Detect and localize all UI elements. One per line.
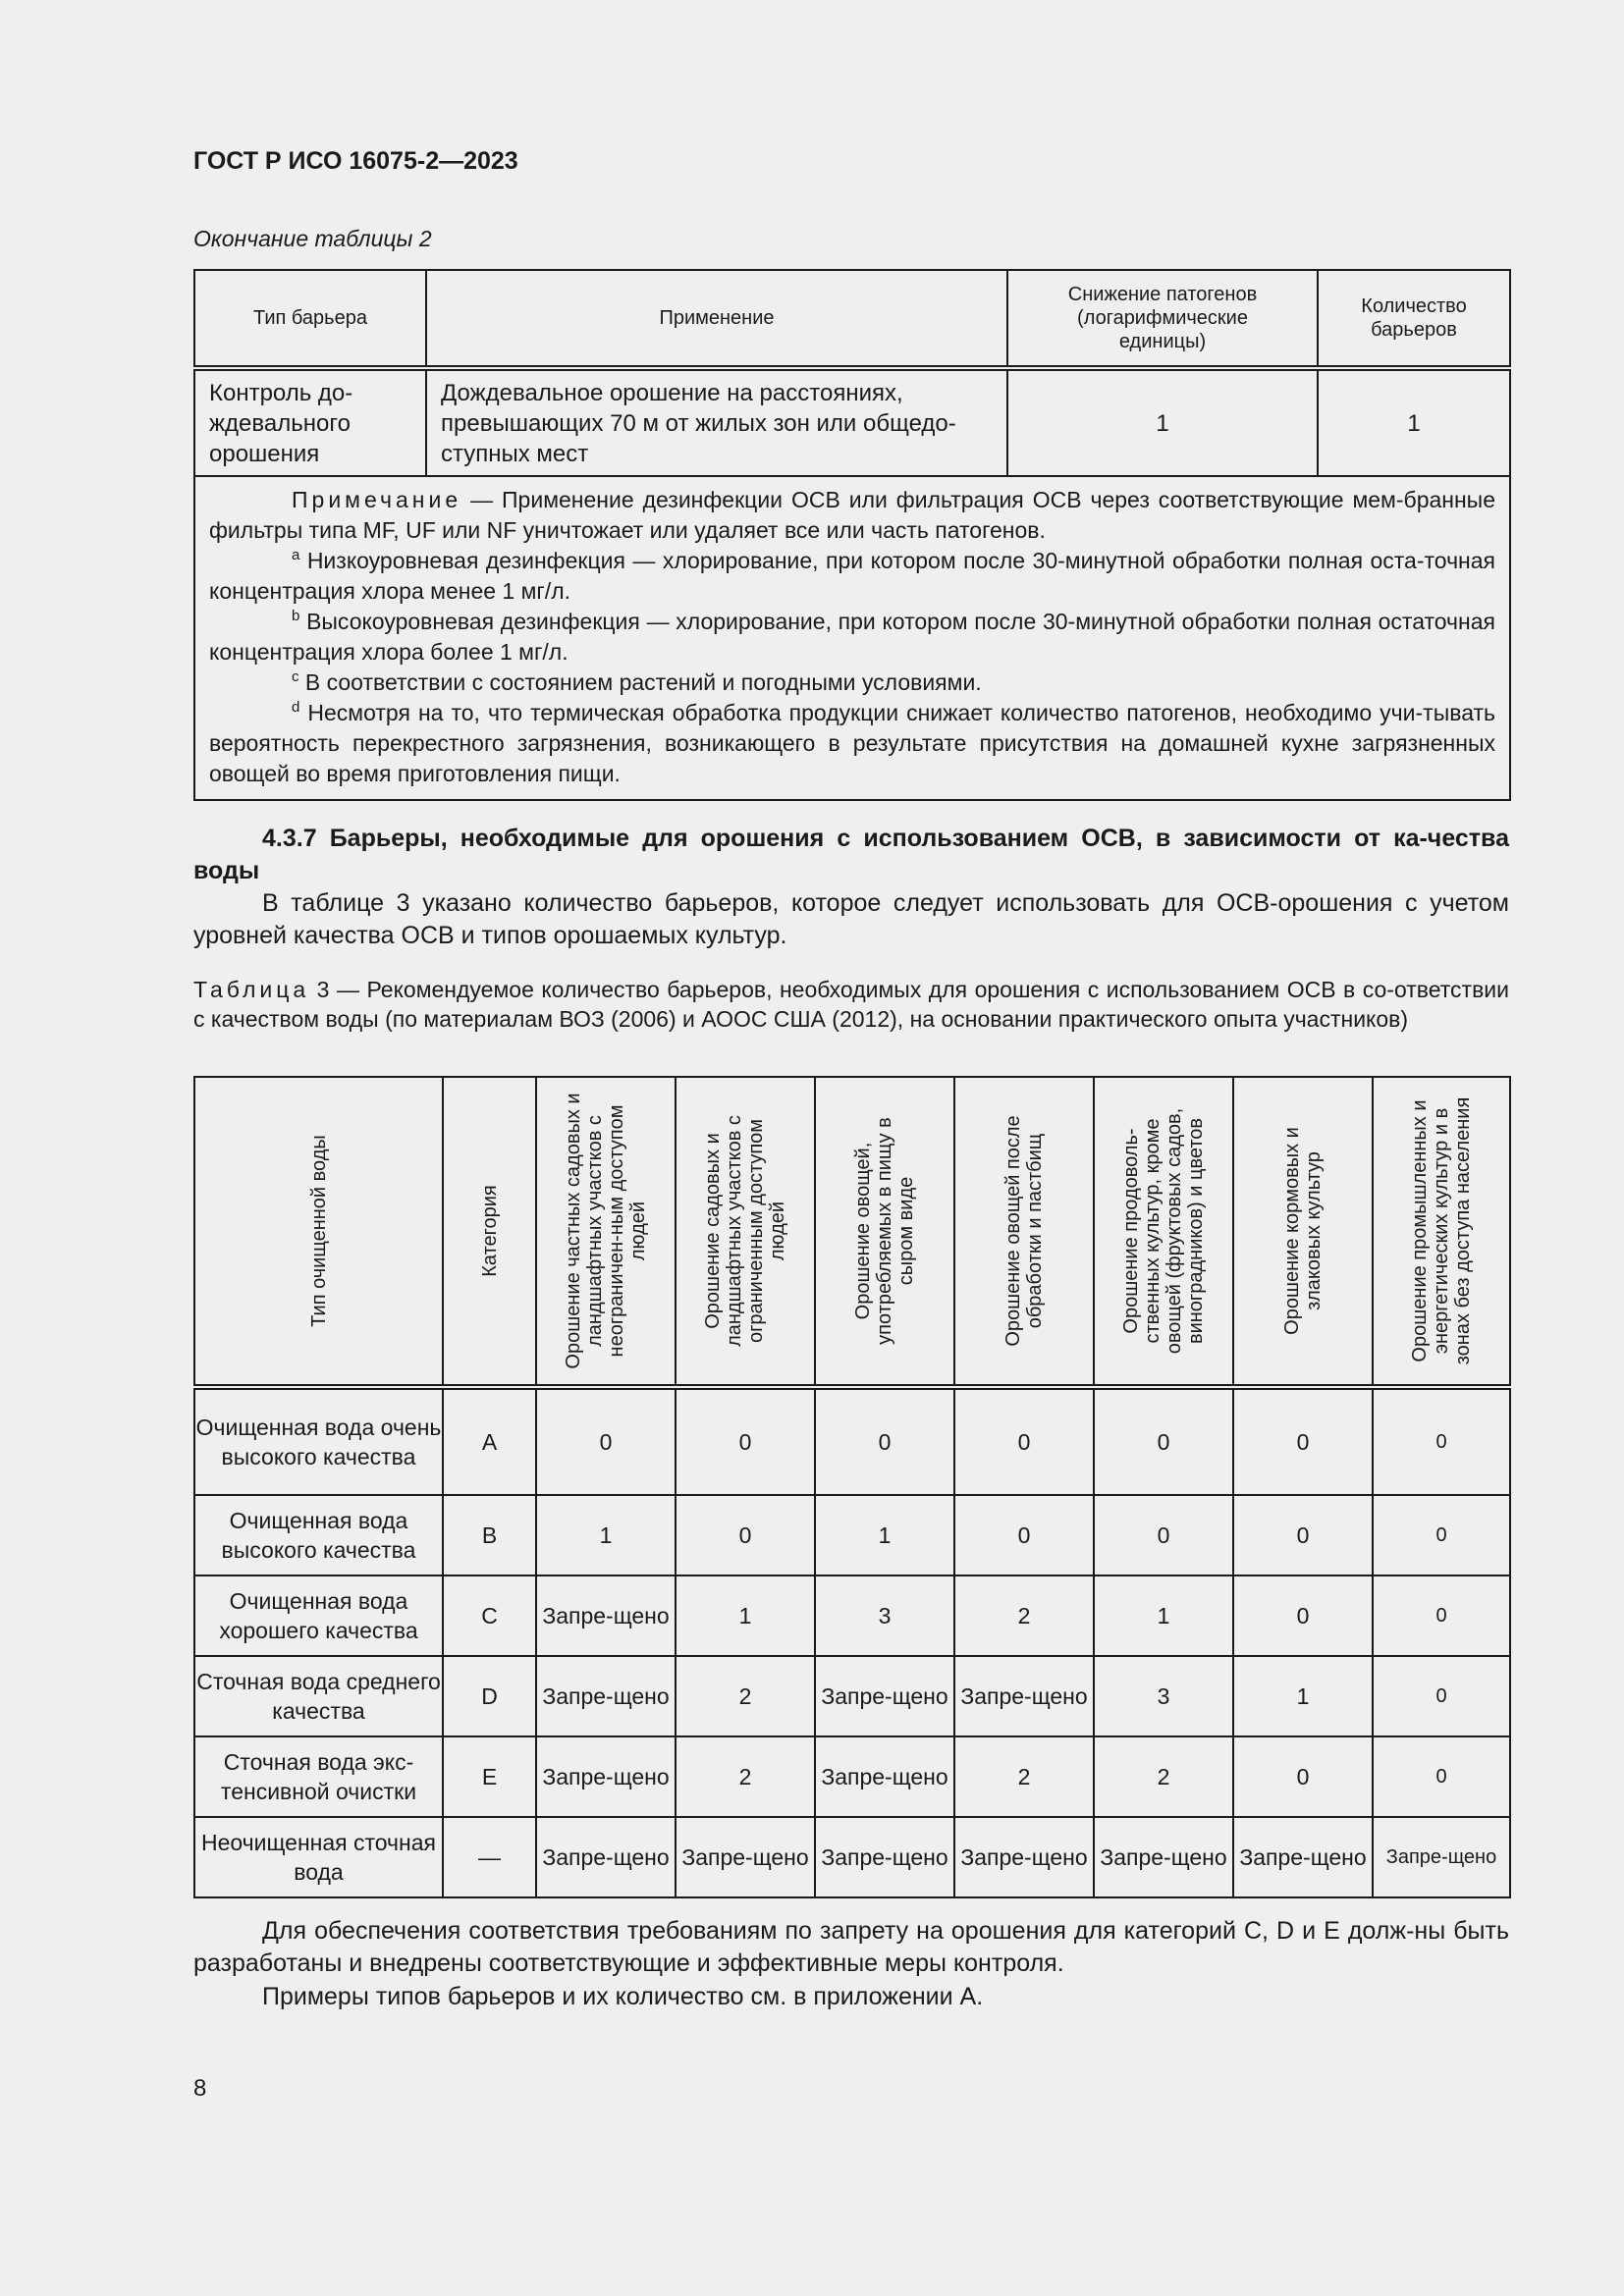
- footnote-mark: a: [292, 547, 300, 563]
- pathogen-reduction-cell: 1: [1007, 368, 1318, 476]
- table-2: [193, 269, 1511, 801]
- barrier-count-cell: Запре-щено: [536, 1736, 676, 1817]
- table3-header-cell: [1094, 1077, 1233, 1387]
- category-cell: C: [443, 1575, 536, 1656]
- water-type-cell: Неочищенная сточная вода: [194, 1817, 443, 1897]
- barrier-count-cell: 1: [1094, 1575, 1233, 1656]
- barrier-count-cell: 0: [1373, 1575, 1510, 1656]
- barrier-count-cell: Запре-щено: [815, 1736, 954, 1817]
- table3-body: [194, 1387, 1510, 1897]
- table2-header-row: [194, 270, 1510, 368]
- barrier-count-cell: 3: [815, 1575, 954, 1656]
- barrier-count-cell: 0: [1373, 1656, 1510, 1736]
- table3-row: [194, 1575, 1510, 1656]
- table3-header-cell: [194, 1077, 443, 1387]
- table3-header-row: [194, 1077, 1510, 1387]
- footnote-mark: d: [292, 699, 300, 716]
- barrier-count-cell: Запре-щено: [954, 1656, 1094, 1736]
- closing-paragraph: Для обеспечения соответствия требованиям по запрету на орошения для категорий C, D и E долж-ны быть разработаны и внедрены соответствующие и эффективные меры контроля.: [193, 1917, 1509, 1977]
- table3-header-cell: [536, 1077, 676, 1387]
- barrier-count-cell: 0: [954, 1387, 1094, 1495]
- table2-note: [194, 476, 1510, 800]
- category-cell: —: [443, 1817, 536, 1897]
- table-3: [193, 1076, 1511, 1898]
- barrier-count-cell: 0: [1233, 1736, 1373, 1817]
- table3-row: [194, 1736, 1510, 1817]
- barrier-count-cell: Запре-щено: [815, 1656, 954, 1736]
- barrier-count-cell: 0: [954, 1495, 1094, 1575]
- barrier-count-cell: 0: [815, 1387, 954, 1495]
- table2-header-cell: Количество барьеров: [1318, 270, 1510, 368]
- barrier-count-cell: 2: [676, 1656, 815, 1736]
- barrier-type-cell: Контроль до-ждевального орошения: [194, 368, 426, 476]
- table3-header-text: Орошение овощей после обработки и пастбищ: [1002, 1115, 1046, 1347]
- section-paragraph: В таблице 3 указано количество барьеров, которое следует использовать для ОСВ-орошения с учетом уровней качества ОСВ и типов орошаемых культур.: [193, 889, 1509, 949]
- category-cell: A: [443, 1387, 536, 1495]
- barrier-count-cell: 0: [1233, 1575, 1373, 1656]
- table3-header-text: Орошение частных садовых и ландшафтных участков с неограничен-ным доступом людей: [563, 1093, 649, 1369]
- table3-caption-text: 3 — Рекомендуемое количество барьеров, необходимых для орошения с использованием ОСВ в со-ответствии с качеством воды (по материалам ВОЗ (2006) и АООС США (2012), на основании практического опыта участников): [193, 977, 1509, 1032]
- table2-header-cell: Тип барьера: [194, 270, 426, 368]
- category-cell: B: [443, 1495, 536, 1575]
- water-type-cell: Очищенная вода очень высокого качества: [194, 1387, 443, 1495]
- barrier-count-cell: 0: [676, 1387, 815, 1495]
- footnote-text: Несмотря на то, что термическая обработка продукции снижает количество патогенов, необходимо учи-тывать вероятность перекрестного загрязнения, возникающего в результате присутствия на домашней кухне загрязненных овощей во время приготовления пищи.: [209, 700, 1495, 786]
- barrier-count-cell: 0: [1233, 1495, 1373, 1575]
- barrier-count-cell: 0: [536, 1387, 676, 1495]
- note-label: Примечание: [292, 487, 462, 512]
- table3-row: [194, 1817, 1510, 1897]
- table3-caption-label: Таблица: [193, 977, 310, 1002]
- table3-header-text: Орошение кормовых и злаковых культур: [1281, 1127, 1325, 1335]
- barrier-count-cell: 0: [1094, 1495, 1233, 1575]
- note-text: — Применение дезинфекции ОСВ или фильтрация ОСВ через соответствующие мем-бранные фильтры типа MF, UF или NF уничтожает или удаляет все или часть патогенов.: [209, 487, 1495, 543]
- table2-row: [194, 368, 1510, 476]
- table3-header-cell: [1373, 1077, 1510, 1387]
- footnote-text: Высокоуровневая дезинфекция — хлорирование, при котором после 30-минутной обработки полная остаточная концентрация хлора более 1 мг/л.: [209, 609, 1495, 665]
- table2-header-cell: Применение: [426, 270, 1007, 368]
- barrier-count-cell: 2: [1094, 1736, 1233, 1817]
- table3-header-cell: [815, 1077, 954, 1387]
- barrier-count-cell: Запре-щено: [536, 1817, 676, 1897]
- table3-header-text: Орошение садовых и ландшафтных участков с ограниченным доступом людей: [702, 1115, 788, 1347]
- barrier-count-cell: Запре-щено: [1233, 1817, 1373, 1897]
- water-type-cell: Очищенная вода хорошего качества: [194, 1575, 443, 1656]
- table3-header-cell: [676, 1077, 815, 1387]
- barrier-count-cell: 1: [1318, 368, 1510, 476]
- barrier-count-cell: Запре-щено: [536, 1575, 676, 1656]
- barrier-count-cell: Запре-щено: [1094, 1817, 1233, 1897]
- table3-row: [194, 1495, 1510, 1575]
- barrier-count-cell: Запре-щено: [676, 1817, 815, 1897]
- barrier-count-cell: 3: [1094, 1656, 1233, 1736]
- footnote-mark: b: [292, 608, 300, 624]
- barrier-count-cell: 0: [1373, 1387, 1510, 1495]
- barrier-count-cell: 1: [676, 1575, 815, 1656]
- barrier-count-cell: 2: [954, 1736, 1094, 1817]
- barrier-count-cell: 1: [536, 1495, 676, 1575]
- table3-header-text: Категория: [478, 1185, 501, 1277]
- document-code: ГОСТ Р ИСО 16075-2—2023: [193, 147, 518, 175]
- barrier-count-cell: 1: [1233, 1656, 1373, 1736]
- application-cell: Дождевальное орошение на расстояниях, превышающих 70 м от жилых зон или общедо-ступных мест: [426, 368, 1007, 476]
- barrier-count-cell: Запре-щено: [1373, 1817, 1510, 1897]
- table2-continuation-caption: Окончание таблицы 2: [193, 226, 432, 251]
- barrier-count-cell: Запре-щено: [954, 1817, 1094, 1897]
- table2-note-row: [194, 476, 1510, 800]
- barrier-count-cell: 0: [1094, 1387, 1233, 1495]
- water-type-cell: Очищенная вода высокого качества: [194, 1495, 443, 1575]
- table3-row: [194, 1387, 1510, 1495]
- category-cell: E: [443, 1736, 536, 1817]
- footnote-text: Низкоуровневая дезинфекция — хлорирование, при котором после 30-минутной обработки полная оста-точная концентрация хлора менее 1 мг/л.: [209, 548, 1495, 604]
- footnote-mark: c: [292, 668, 299, 685]
- water-type-cell: Сточная вода экс-тенсивной очистки: [194, 1736, 443, 1817]
- table3-header-text: Орошение промышленных и энергетических культур и в зонах без доступа населения: [1409, 1096, 1474, 1365]
- table3-header-text: Орошение овощей, употребляемых в пищу в сыром виде: [852, 1117, 917, 1345]
- category-cell: D: [443, 1656, 536, 1736]
- table3-header-text: Тип очищенной воды: [307, 1135, 330, 1327]
- table3-row: [194, 1656, 1510, 1736]
- table2-header-cell: Снижение патогенов (логарифмические единицы): [1007, 270, 1318, 368]
- table3-header-cell: [1233, 1077, 1373, 1387]
- barrier-count-cell: 2: [954, 1575, 1094, 1656]
- barrier-count-cell: Запре-щено: [815, 1817, 954, 1897]
- page-number: 8: [193, 2075, 207, 2102]
- section-heading: 4.3.7 Барьеры, необходимые для орошения с использованием ОСВ, в зависимости от ка-чества воды: [193, 825, 1509, 884]
- barrier-count-cell: 0: [1233, 1387, 1373, 1495]
- table3-header-cell: [443, 1077, 536, 1387]
- barrier-count-cell: Запре-щено: [536, 1656, 676, 1736]
- closing-paragraph: Примеры типов барьеров и их количество см. в приложении А.: [262, 1983, 984, 2010]
- table3-header-text: Орошение продоволь-ственных культур, кроме овощей (фруктовых садов, виноградников) и цветов: [1120, 1107, 1207, 1355]
- water-type-cell: Сточная вода среднего качества: [194, 1656, 443, 1736]
- barrier-count-cell: 0: [676, 1495, 815, 1575]
- footnote-text: В соответствии с состоянием растений и погодными условиями.: [304, 669, 982, 695]
- table3-caption: [193, 975, 1509, 1034]
- table3-header-cell: [954, 1077, 1094, 1387]
- barrier-count-cell: 2: [676, 1736, 815, 1817]
- barrier-count-cell: 0: [1373, 1495, 1510, 1575]
- barrier-count-cell: 0: [1373, 1736, 1510, 1817]
- barrier-count-cell: 1: [815, 1495, 954, 1575]
